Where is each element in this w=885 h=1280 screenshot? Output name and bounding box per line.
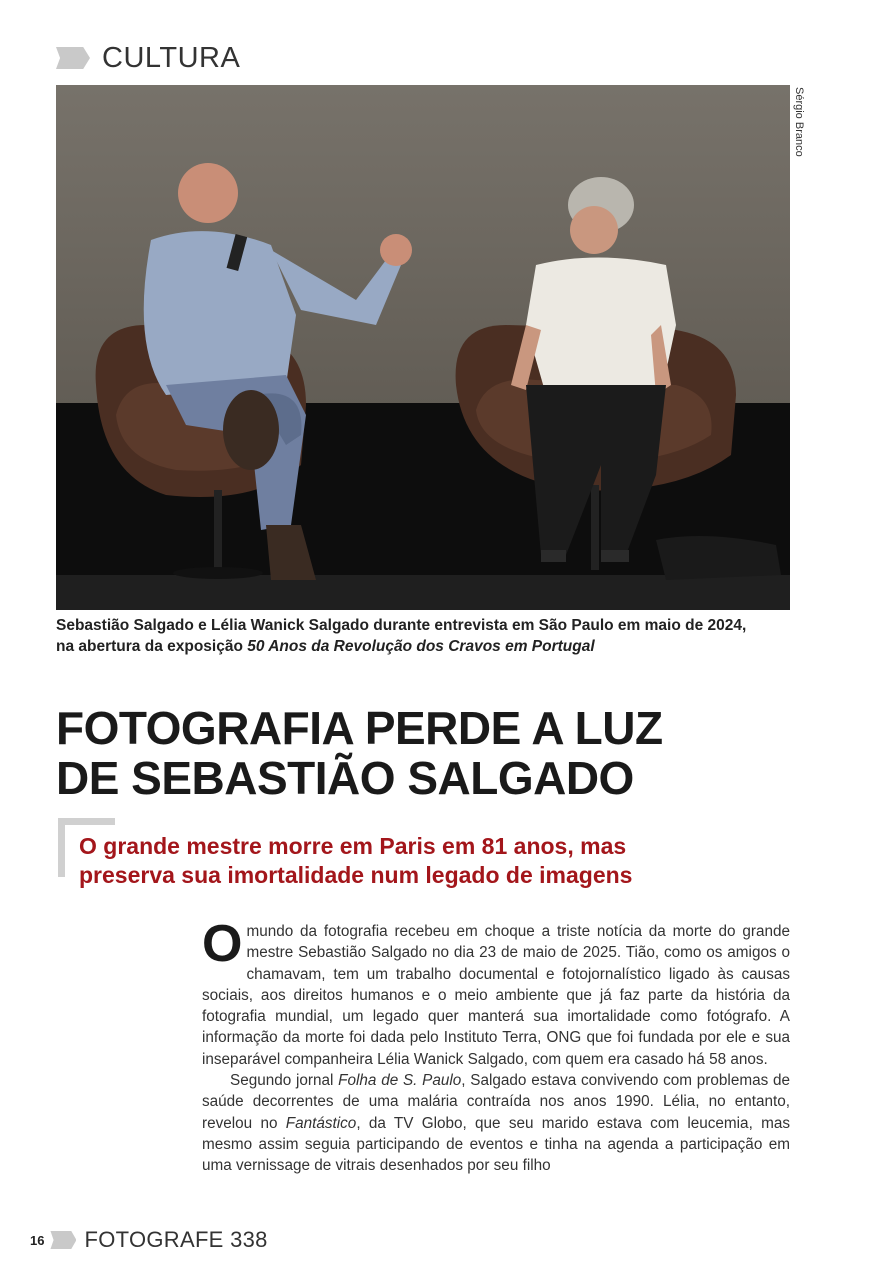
photo-illustration — [56, 85, 790, 610]
paragraph-2 — [202, 1070, 790, 1176]
section-title: CULTURA — [102, 41, 241, 74]
tv-program-name: Fantástico — [285, 1114, 357, 1132]
section-header — [56, 40, 240, 76]
chevron-icon — [50, 1231, 76, 1249]
subtitle-line-2: preserva sua imortalidade num legado de imagens — [79, 862, 633, 888]
photo-credit — [792, 88, 806, 178]
page-number: 16 — [30, 1232, 45, 1248]
paragraph-2-text-b: , Salgado estava convivendo com problemas de saúde decorrentes de uma malária contraída nos anos 1990. Lélia, no entanto, revelou no — [202, 1072, 790, 1132]
article-body — [202, 915, 790, 1177]
subtitle-line-1: O grande mestre morre em Paris em 81 anos, mas — [79, 833, 627, 859]
caption-text: Sebastião Salgado e Lélia Wanick Salgado durante entrevista em São Paulo em maio de 2024, na abertura da exposição — [56, 617, 747, 655]
paragraph-1 — [202, 915, 790, 1070]
page-footer — [30, 1226, 268, 1254]
paragraph-1-text: mundo da fotografia recebeu em choque a triste notícia da morte do grande mestre Sebastião Salgado no dia 23 de maio de 2025. Tião, como os amigos o chamavam, tem um trabalho documental e fotojornalístico ligado às causas sociais, aos direitos humanos e o meio ambiente que já faz parte da história da fotografia mundial, um legado quer manterá sua imortalidade como fotógrafo. A informação da morte foi dada pelo Instituto Terra, ONG que foi fundada por ele e sua inseparável companheira Lélia Wanick Salgado, com quem era casado há 58 anos. — [202, 923, 790, 1068]
photo-caption — [56, 615, 756, 657]
photo-credit-text: Sérgio Branco — [793, 87, 805, 157]
caption-exhibition-title: 50 Anos da Revolução dos Cravos em Portugal — [247, 638, 595, 655]
article-photo — [56, 85, 790, 610]
paragraph-2-text-c: , da TV Globo, que seu marido estava com leucemia, mas mesmo assim seguia participando de eventos e tinha na agenda a participação em uma vernissage de vitrais desenhados por seu filho — [202, 1114, 790, 1175]
headline-line-2: DE SEBASTIÃO SALGADO — [56, 752, 634, 804]
paragraph-2-text-a: Segundo jornal — [230, 1072, 339, 1090]
headline — [56, 703, 816, 803]
drop-cap: O — [202, 915, 243, 973]
subtitle — [79, 832, 799, 890]
newspaper-name: Folha de S. Paulo — [338, 1072, 462, 1090]
magazine-title: FOTOGRAFE 338 — [84, 1227, 268, 1252]
headline-line-1: FOTOGRAFIA PERDE A LUZ — [56, 702, 663, 754]
chevron-icon — [56, 47, 90, 69]
